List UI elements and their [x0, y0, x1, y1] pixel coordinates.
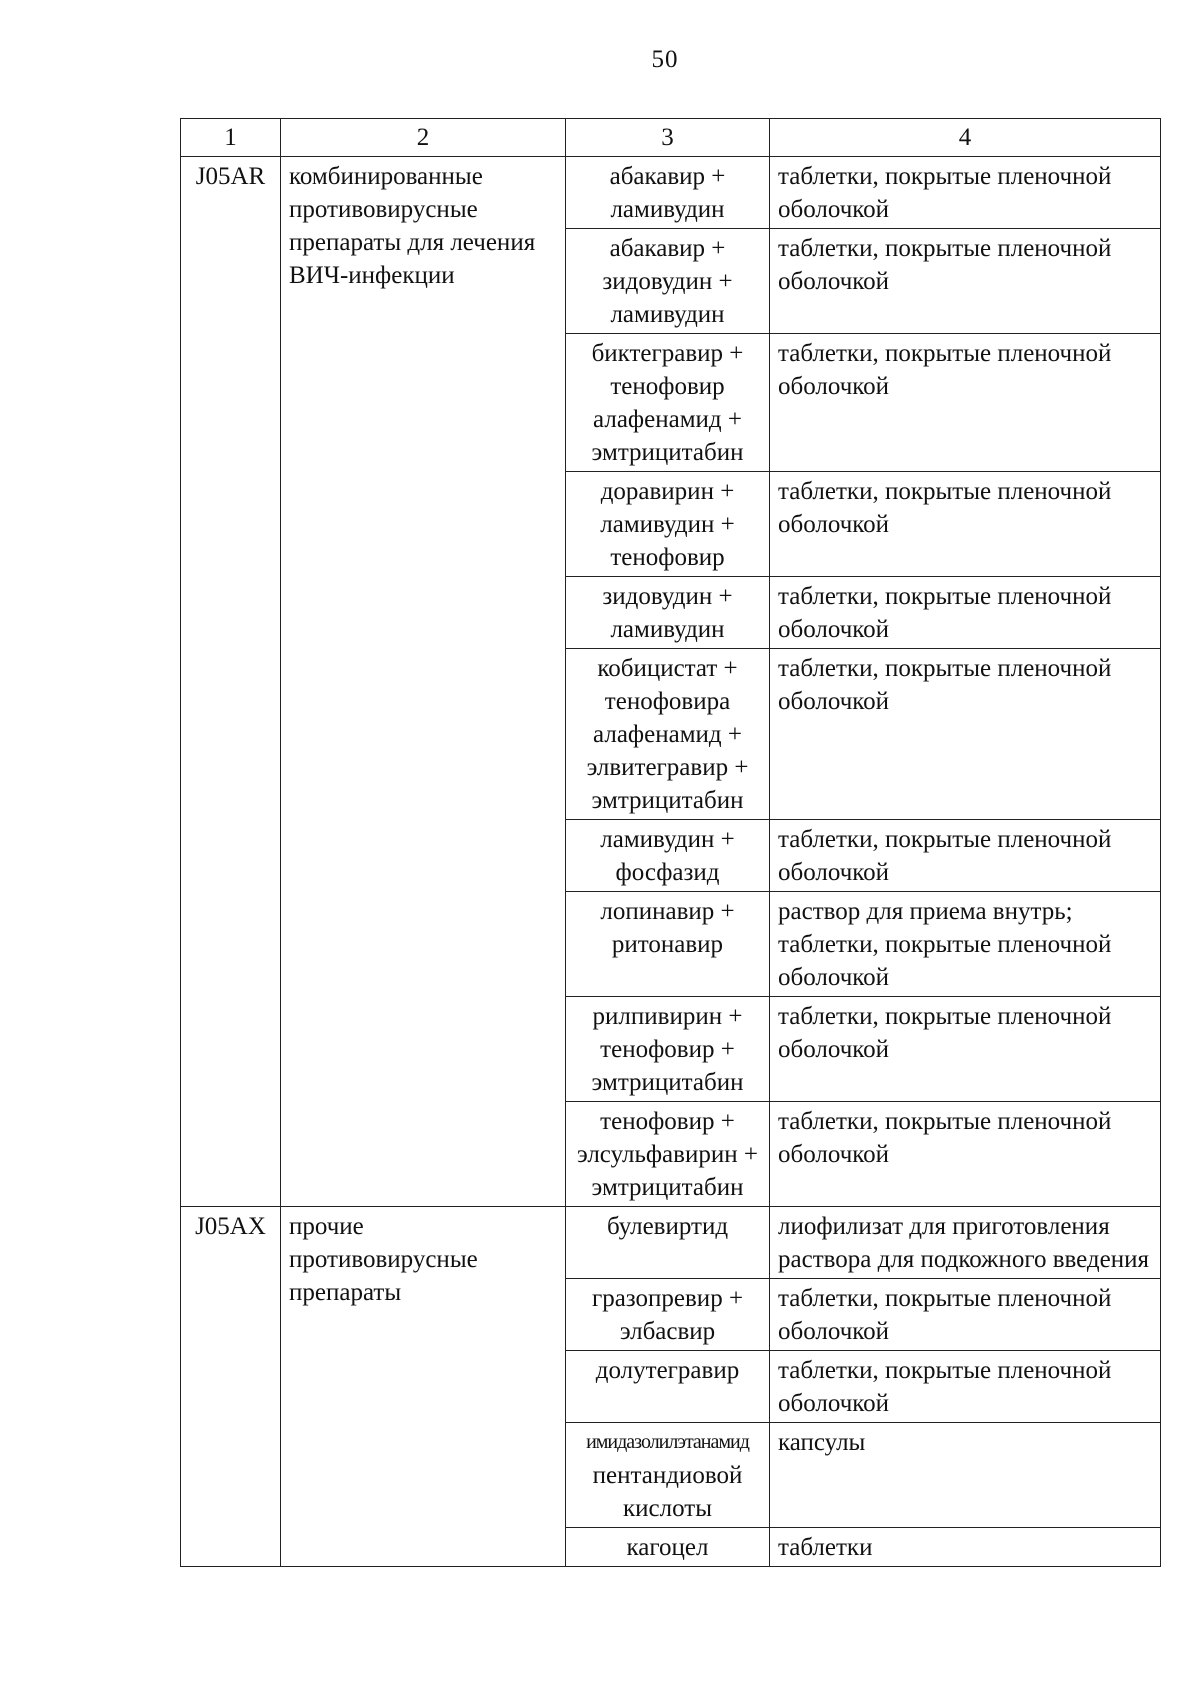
atc-code: J05AR	[181, 157, 281, 1207]
dosage-form: таблетки, покрытые пленочной оболочкой	[770, 157, 1161, 229]
drug-name-line: кобицистат +	[597, 655, 738, 682]
drug-name-line: имидазолилэтанамид	[586, 1431, 749, 1453]
dosage-form: таблетки	[770, 1528, 1161, 1567]
drug-name	[566, 1279, 770, 1351]
dosage-form: таблетки, покрытые пленочной оболочкой	[770, 472, 1161, 577]
dosage-form: таблетки, покрытые пленочной оболочкой	[770, 577, 1161, 649]
drug-name-line: пентандиовой	[592, 1462, 743, 1489]
drug-name	[566, 229, 770, 334]
drug-name-line: фосфазид	[615, 859, 720, 886]
drug-name-line: алафенамид +	[593, 406, 742, 433]
drug-name-line: доравирин +	[600, 478, 735, 505]
drug-name	[566, 157, 770, 229]
atc-group-name: прочие противовирусные препараты	[281, 1207, 566, 1567]
table-row	[181, 157, 1161, 229]
dosage-form: таблетки, покрытые пленочной оболочкой	[770, 1279, 1161, 1351]
dosage-form: таблетки, покрытые пленочной оболочкой	[770, 229, 1161, 334]
drug-name-line: абакавир +	[609, 235, 726, 262]
drug-name-line: алафенамид +	[593, 721, 742, 748]
drug-name-line: эмтрицитабин	[591, 787, 744, 814]
drug-name-line: ламивудин	[610, 301, 725, 328]
drug-name-line: зидовудин +	[602, 268, 733, 295]
header-col-1: 1	[181, 119, 281, 157]
drug-name-line: элбасвир	[619, 1318, 716, 1345]
dosage-form: таблетки, покрытые пленочной оболочкой	[770, 649, 1161, 820]
drug-name-line: ламивудин	[610, 616, 725, 643]
drug-name-line: ритонавир	[611, 931, 724, 958]
table-header-row	[181, 119, 1161, 157]
drug-name	[566, 820, 770, 892]
table-body	[181, 157, 1161, 1567]
drug-name	[566, 1528, 770, 1567]
page-number: 50	[651, 46, 679, 73]
drug-name-line: кагоцел	[626, 1534, 709, 1561]
drug-name-line: эмтрицитабин	[591, 1174, 744, 1201]
dosage-form: таблетки, покрытые пленочной оболочкой	[770, 1102, 1161, 1207]
dosage-form: раствор для приема внутрь; таблетки, покрытые пленочной оболочкой	[770, 892, 1161, 997]
drug-name	[566, 1423, 770, 1528]
drug-name-line: тенофовир +	[600, 1036, 735, 1063]
drug-name-line: ламивудин	[610, 196, 725, 223]
drug-name-line: зидовудин +	[602, 583, 733, 610]
atc-code: J05AX	[181, 1207, 281, 1567]
drug-name	[566, 1207, 770, 1279]
drug-name-line: абакавир +	[609, 163, 726, 190]
drug-name	[566, 892, 770, 997]
drug-name	[566, 649, 770, 820]
drug-name-line: тенофовир	[610, 373, 725, 400]
drug-name-line: долутегравир	[595, 1357, 740, 1384]
drug-name-line: лопинавир +	[600, 898, 735, 925]
drug-name-line: элсульфавирин +	[577, 1141, 758, 1168]
drug-name-line: рилпивирин +	[592, 1003, 743, 1030]
dosage-form: лиофилизат для приготовления раствора для подкожного введения	[770, 1207, 1161, 1279]
atc-group-name: комбинированные противовирусные препараты для лечения ВИЧ-инфекции	[281, 157, 566, 1207]
drug-name	[566, 1351, 770, 1423]
drug-name-line: тенофовир +	[600, 1108, 735, 1135]
drug-name	[566, 577, 770, 649]
dosage-form: капсулы	[770, 1423, 1161, 1528]
drug-name-line: тенофовир	[610, 544, 725, 571]
dosage-form: таблетки, покрытые пленочной оболочкой	[770, 334, 1161, 472]
table-row	[181, 1207, 1161, 1279]
header-col-2: 2	[281, 119, 566, 157]
dosage-form: таблетки, покрытые пленочной оболочкой	[770, 820, 1161, 892]
drug-name-line: ламивудин +	[600, 511, 735, 538]
drug-name-line: эмтрицитабин	[591, 439, 744, 466]
dosage-form: таблетки, покрытые пленочной оболочкой	[770, 997, 1161, 1102]
header-col-3: 3	[566, 119, 770, 157]
drug-table	[180, 118, 1161, 1567]
header-col-4: 4	[770, 119, 1161, 157]
drug-name-line: элвитегравир +	[586, 754, 749, 781]
drug-name	[566, 334, 770, 472]
drug-name-line: кислоты	[623, 1495, 712, 1522]
drug-name-line: булевиртид	[606, 1213, 729, 1240]
dosage-form: таблетки, покрытые пленочной оболочкой	[770, 1351, 1161, 1423]
drug-name	[566, 1102, 770, 1207]
drug-name-line: гразопревир +	[591, 1285, 744, 1312]
drug-name	[566, 472, 770, 577]
drug-name-line: эмтрицитабин	[591, 1069, 744, 1096]
drug-name	[566, 997, 770, 1102]
drug-name-line: биктегравир +	[591, 340, 744, 367]
drug-name-line: тенофовира	[604, 688, 731, 715]
drug-name-line: ламивудин +	[600, 826, 735, 853]
